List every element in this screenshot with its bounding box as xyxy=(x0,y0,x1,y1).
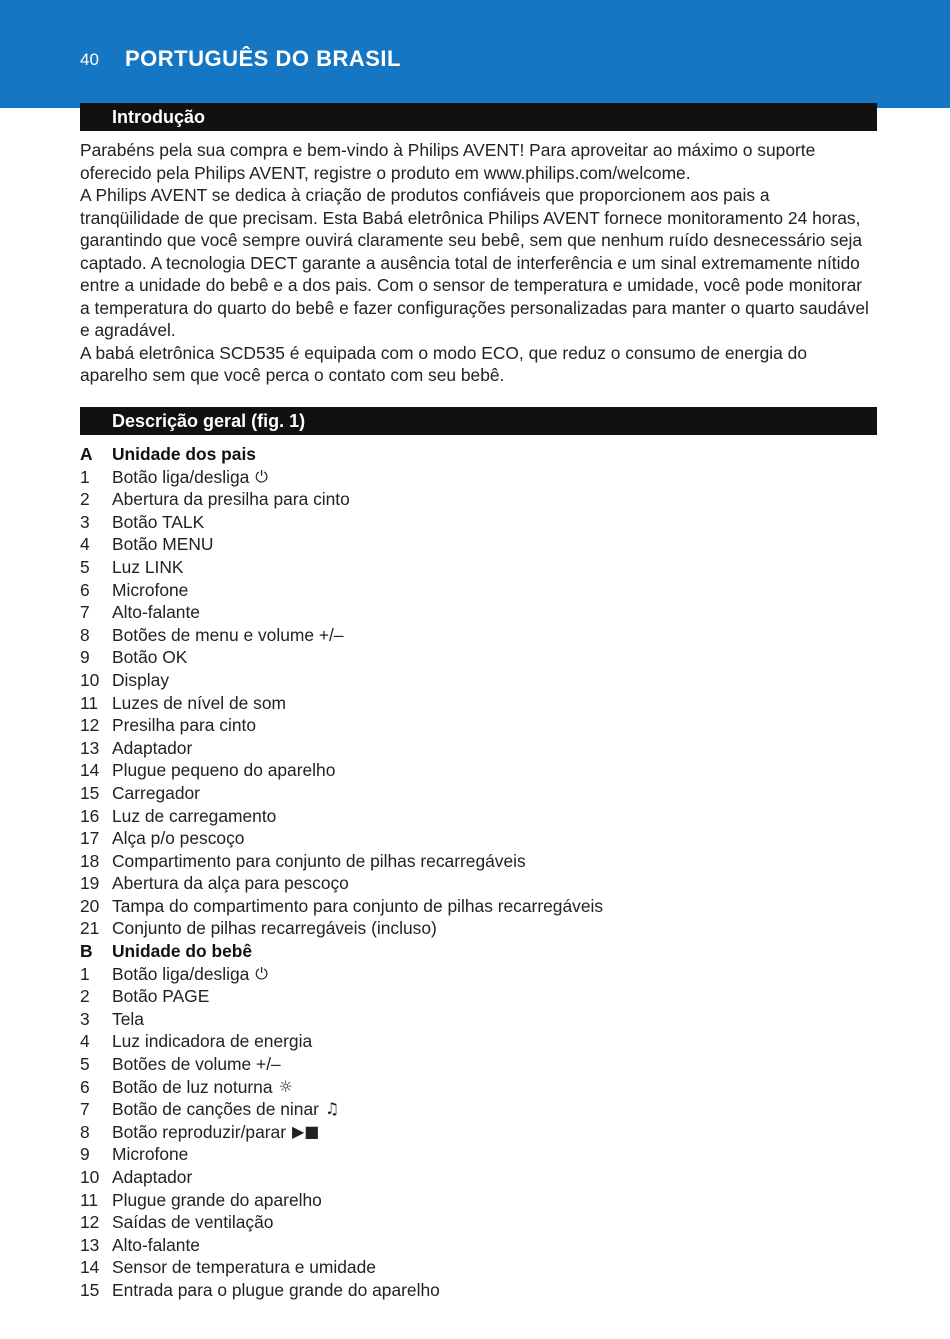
item-number: 2 xyxy=(80,986,90,1007)
item-label: Carregador xyxy=(112,782,200,803)
item-label: Display xyxy=(112,669,170,690)
item-symbol-icon: ☼ xyxy=(278,1076,293,1096)
list-item xyxy=(80,488,870,511)
item-number: 4 xyxy=(80,534,90,555)
group-title: Unidade dos pais xyxy=(112,444,256,464)
item-number: 5 xyxy=(80,556,90,577)
list-item xyxy=(80,1279,870,1302)
item-label: Compartimento para conjunto de pilhas recarregáveis xyxy=(112,850,526,871)
list-item xyxy=(80,1121,870,1144)
item-number: 6 xyxy=(80,579,90,600)
item-number: 13 xyxy=(80,1234,100,1255)
item-number: 5 xyxy=(80,1054,90,1075)
intro-paragraph: A babá eletrônica SCD535 é equipada com o modo ECO, que reduz o consumo de energia do aparelho sem que você perca o contato com seu bebê. xyxy=(80,342,808,385)
item-number: 3 xyxy=(80,511,90,532)
item-number: 21 xyxy=(80,918,100,939)
list-item xyxy=(80,1211,870,1234)
list-item xyxy=(80,1166,870,1189)
item-label: Botão PAGE xyxy=(112,986,210,1007)
item-symbol-icon: ▶■ xyxy=(292,1121,320,1141)
item-number: 1 xyxy=(80,963,90,984)
list-item xyxy=(80,759,870,782)
item-label: Adaptador xyxy=(112,737,193,758)
item-label: Botão liga/desliga xyxy=(112,466,250,487)
language-title: PORTUGUÊS DO BRASIL xyxy=(125,46,401,71)
item-number: 20 xyxy=(80,895,100,916)
introduction-text xyxy=(80,139,870,387)
list-item xyxy=(80,805,870,828)
list-item xyxy=(80,917,870,940)
item-symbol-icon: ⏻ xyxy=(255,466,268,486)
list-item xyxy=(80,511,870,534)
list-item xyxy=(80,556,870,579)
list-item xyxy=(80,737,870,760)
list-item xyxy=(80,533,870,556)
intro-paragraph: Parabéns pela sua compra e bem-vindo à Philips AVENT! Para aproveitar ao máximo o suporte oferecido pela Philips AVENT, registre o produto em www.philips.com/welcome. xyxy=(80,140,816,183)
item-number: 17 xyxy=(80,828,100,849)
item-label: Luzes de nível de som xyxy=(112,692,287,713)
item-label: Sensor de temperatura e umidade xyxy=(112,1257,376,1278)
item-number: 13 xyxy=(80,737,100,758)
item-number: 12 xyxy=(80,715,100,736)
group-letter: B xyxy=(80,941,93,962)
list-item xyxy=(80,1053,870,1076)
item-symbol-icon: ⏻ xyxy=(255,963,268,983)
list-item xyxy=(80,872,870,895)
list-item xyxy=(80,782,870,805)
item-label: Plugue grande do aparelho xyxy=(112,1189,322,1210)
item-label: Adaptador xyxy=(112,1167,193,1187)
item-number: 2 xyxy=(80,489,90,510)
item-number: 15 xyxy=(80,782,100,803)
item-number: 19 xyxy=(80,873,100,894)
list-item xyxy=(80,1098,870,1121)
item-label: Saídas de ventilação xyxy=(112,1212,274,1233)
item-number: 12 xyxy=(80,1212,100,1233)
list-item xyxy=(80,1143,870,1166)
list-item xyxy=(80,1030,870,1053)
item-label: Alto-falante xyxy=(112,1234,200,1255)
item-label: Botões de menu e volume +/– xyxy=(112,624,344,645)
list-item xyxy=(80,963,870,986)
list-item xyxy=(80,1234,870,1257)
item-number: 14 xyxy=(80,760,100,781)
item-number: 11 xyxy=(80,692,99,713)
item-label: Luz indicadora de energia xyxy=(112,1031,313,1052)
list-item xyxy=(80,601,870,624)
item-label: Abertura da alça para pescoço xyxy=(112,873,349,894)
item-label: Microfone xyxy=(112,1144,189,1165)
item-number: 6 xyxy=(80,1076,90,1097)
list-item xyxy=(80,827,870,850)
item-number: 11 xyxy=(80,1189,99,1210)
group-letter: A xyxy=(80,444,93,464)
group-heading xyxy=(80,443,870,466)
item-label: Tampa do compartimento para conjunto de pilhas recarregáveis xyxy=(112,895,604,916)
parts-list xyxy=(80,443,870,1302)
item-label: Presilha para cinto xyxy=(112,715,257,736)
list-item xyxy=(80,624,870,647)
item-number: 9 xyxy=(80,647,90,668)
list-item xyxy=(80,1189,870,1212)
item-label: Luz LINK xyxy=(112,556,184,577)
item-number: 14 xyxy=(80,1257,100,1278)
list-item xyxy=(80,692,870,715)
list-item xyxy=(80,669,870,692)
item-number: 8 xyxy=(80,1121,90,1142)
item-label: Botão reproduzir/parar xyxy=(112,1121,286,1142)
list-item xyxy=(80,646,870,669)
item-label: Conjunto de pilhas recarregáveis (incluso) xyxy=(112,918,437,939)
list-item xyxy=(80,1256,870,1279)
intro-paragraph: A Philips AVENT se dedica à criação de produtos confiáveis que proporcionem aos pais a tranqüilidade de que precisam. Esta Babá eletrônica Philips AVENT fornece monitoramento 24 horas, garantindo que você sempre ouvirá claramente seu bebê, sem que nenhum ruído desnecessário seja captado. A tecnologia DECT garante a ausência total de interferência e um sinal extremamente nítido entre a unidade do bebê e a dos pais. Com o sensor de temperatura e umidade, você pode monitorar a temperatura do quarto do bebê e fazer configurações personalizadas para manter o quarto saudável e agradável. xyxy=(80,185,869,340)
item-number: 10 xyxy=(80,1167,100,1187)
item-label: Abertura da presilha para cinto xyxy=(112,489,350,510)
page-number: 40 xyxy=(80,50,99,69)
item-label: Botão MENU xyxy=(112,534,214,555)
item-label: Entrada para o plugue grande do aparelho xyxy=(112,1279,440,1300)
item-label: Tela xyxy=(112,1008,144,1029)
item-number: 16 xyxy=(80,805,100,826)
list-item xyxy=(80,1008,870,1031)
item-number: 10 xyxy=(80,669,100,690)
list-item xyxy=(80,985,870,1008)
list-item xyxy=(80,850,870,873)
item-label: Botão OK xyxy=(112,647,188,668)
item-number: 7 xyxy=(80,1099,90,1120)
item-number: 1 xyxy=(80,466,90,487)
item-label: Botões de volume +/– xyxy=(112,1054,281,1075)
item-number: 18 xyxy=(80,850,100,871)
item-number: 8 xyxy=(80,624,90,645)
list-item xyxy=(80,1076,870,1099)
item-label: Botão liga/desliga xyxy=(112,963,250,984)
item-label: Botão TALK xyxy=(112,511,205,532)
section-heading-description: Descrição geral (fig. 1) xyxy=(80,407,877,435)
item-label: Botão de canções de ninar xyxy=(112,1099,319,1120)
section-heading-introduction: Introdução xyxy=(80,103,877,131)
item-number: 3 xyxy=(80,1008,90,1029)
item-number: 15 xyxy=(80,1279,100,1300)
item-number: 9 xyxy=(80,1144,90,1165)
group-heading xyxy=(80,940,870,963)
item-label: Microfone xyxy=(112,579,189,600)
list-item xyxy=(80,579,870,602)
item-label: Luz de carregamento xyxy=(112,805,277,826)
list-item xyxy=(80,895,870,918)
item-label: Alça p/o pescoço xyxy=(112,828,245,849)
list-item xyxy=(80,466,870,489)
item-label: Plugue pequeno do aparelho xyxy=(112,760,336,781)
list-item xyxy=(80,714,870,737)
item-symbol-icon: ♫ xyxy=(324,1099,340,1119)
group-title: Unidade do bebê xyxy=(112,941,253,962)
item-number: 7 xyxy=(80,602,90,623)
item-number: 4 xyxy=(80,1031,90,1052)
item-label: Alto-falante xyxy=(112,602,200,623)
item-label: Botão de luz noturna xyxy=(112,1076,273,1097)
